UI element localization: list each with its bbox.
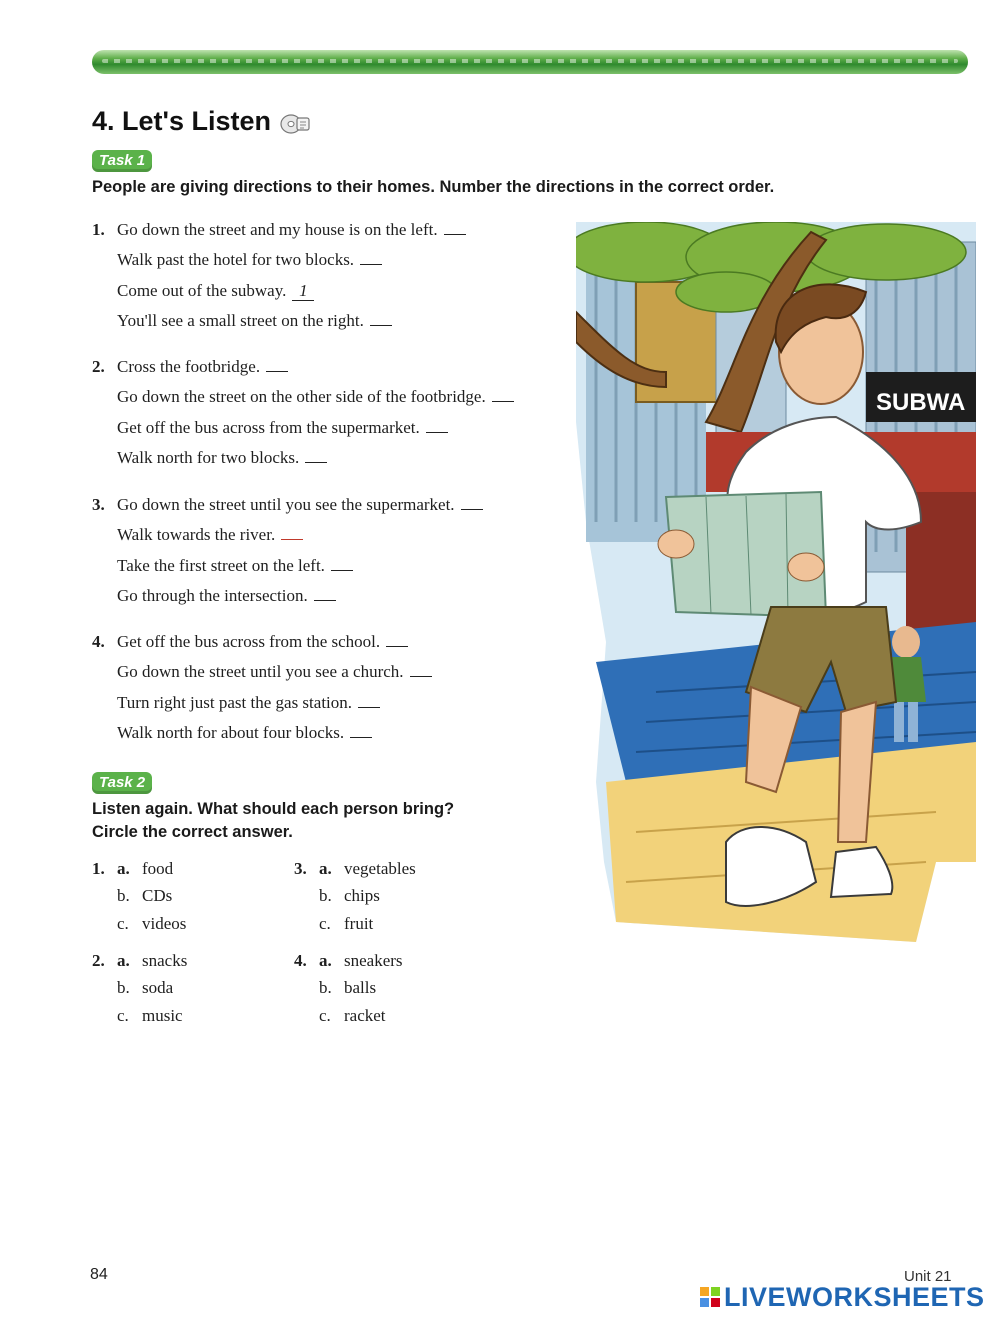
task2-badge: Task 2 bbox=[92, 772, 152, 794]
direction-line bbox=[92, 627, 612, 657]
group-number: 2. bbox=[92, 357, 105, 376]
direction-text bbox=[117, 551, 353, 581]
direction-text-content: Get off the bus across from the school. bbox=[117, 632, 381, 651]
logo-blocks-icon bbox=[700, 1287, 720, 1307]
direction-text-content: Walk north for about four blocks. bbox=[117, 722, 345, 742]
direction-text bbox=[117, 490, 483, 520]
direction-text bbox=[117, 276, 314, 306]
answer-option[interactable] bbox=[92, 910, 292, 937]
direction-text bbox=[117, 245, 382, 275]
boy-with-map-illustration bbox=[576, 222, 976, 947]
option-letter: c. bbox=[319, 1005, 331, 1025]
answer-blank[interactable] bbox=[360, 264, 382, 265]
direction-text bbox=[117, 413, 448, 443]
direction-group bbox=[92, 352, 612, 473]
option-letter: b. bbox=[319, 978, 332, 998]
group-number: 4. bbox=[92, 632, 105, 651]
direction-line bbox=[92, 581, 612, 611]
task1-badge: Task 1 bbox=[92, 150, 152, 172]
group-number: 1. bbox=[92, 220, 105, 239]
answer-blank[interactable] bbox=[358, 707, 380, 708]
direction-group bbox=[92, 490, 612, 611]
direction-line bbox=[92, 352, 612, 382]
option-letter: a. bbox=[117, 859, 130, 878]
answer-blank[interactable] bbox=[492, 401, 514, 402]
direction-line bbox=[92, 551, 612, 581]
question-block bbox=[92, 947, 292, 1029]
option-text: fruit bbox=[344, 913, 374, 933]
option-text: vegetables bbox=[344, 859, 416, 878]
direction-text bbox=[117, 443, 327, 473]
direction-line bbox=[92, 245, 612, 275]
answer-blank[interactable] bbox=[266, 371, 288, 372]
task2-instruction-line1: Listen again. What should each person bring? bbox=[92, 800, 455, 818]
answer-blank[interactable] bbox=[370, 325, 392, 326]
answer-option[interactable] bbox=[294, 882, 494, 909]
direction-text-content: Walk towards the river. bbox=[117, 525, 276, 545]
section-title bbox=[92, 106, 311, 137]
section-title-text: 4. Let's Listen bbox=[92, 106, 271, 136]
direction-text-content: Turn right just past the gas station. bbox=[117, 692, 353, 712]
answer-blank[interactable] bbox=[410, 676, 432, 677]
direction-text-content: Walk past the hotel for two blocks. bbox=[117, 250, 355, 270]
direction-line bbox=[92, 443, 612, 473]
answer-option[interactable] bbox=[92, 947, 292, 974]
answer-blank[interactable] bbox=[444, 234, 466, 235]
direction-text bbox=[117, 581, 336, 611]
option-text: snacks bbox=[142, 951, 188, 970]
direction-line bbox=[92, 520, 612, 550]
answer-option[interactable] bbox=[294, 855, 494, 882]
direction-text-content: Walk north for two blocks. bbox=[117, 447, 300, 467]
answer-option[interactable] bbox=[294, 947, 494, 974]
option-text: sneakers bbox=[344, 951, 403, 970]
answer-blank[interactable] bbox=[386, 646, 408, 647]
answer-option[interactable] bbox=[92, 1002, 292, 1029]
direction-text bbox=[117, 688, 380, 718]
option-letter: c. bbox=[319, 913, 331, 933]
direction-text bbox=[117, 718, 372, 748]
direction-text bbox=[117, 306, 392, 336]
direction-line bbox=[92, 306, 612, 336]
option-text: videos bbox=[142, 913, 187, 933]
answer-option[interactable] bbox=[92, 855, 292, 882]
answer-blank[interactable] bbox=[461, 509, 483, 510]
direction-group bbox=[92, 627, 612, 748]
subway-sign: SUBWA bbox=[876, 389, 966, 416]
direction-text-content: You'll see a small street on the right. bbox=[117, 310, 364, 330]
direction-text-content: Go down the street until you see a church. bbox=[117, 662, 404, 682]
answer-blank[interactable] bbox=[281, 539, 303, 540]
task2-exercise bbox=[92, 855, 542, 1035]
direction-text bbox=[117, 657, 432, 687]
question-number: 2. bbox=[92, 951, 105, 970]
direction-line bbox=[92, 688, 612, 718]
answer-blank[interactable] bbox=[305, 462, 327, 463]
option-letter: c. bbox=[117, 1005, 129, 1025]
answer-option[interactable] bbox=[294, 910, 494, 937]
direction-text-content: Come out of the subway. bbox=[117, 280, 287, 300]
direction-line bbox=[92, 718, 612, 748]
option-letter: a. bbox=[319, 859, 332, 878]
answer-blank[interactable] bbox=[350, 737, 372, 738]
direction-line bbox=[92, 413, 612, 443]
option-letter: b. bbox=[319, 886, 332, 906]
direction-text bbox=[117, 382, 514, 412]
logo-text: LIVEWORKSHEETS bbox=[724, 1281, 985, 1312]
option-letter: b. bbox=[117, 886, 130, 906]
option-text: music bbox=[142, 1005, 183, 1025]
question-number: 3. bbox=[294, 859, 307, 878]
direction-text-content: Go through the intersection. bbox=[117, 585, 308, 605]
answer-blank[interactable] bbox=[314, 600, 336, 601]
option-letter: b. bbox=[117, 978, 130, 998]
question-block bbox=[294, 947, 494, 1029]
answer-blank[interactable] bbox=[426, 432, 448, 433]
question-block bbox=[92, 855, 292, 937]
group-number: 3. bbox=[92, 495, 105, 514]
direction-text bbox=[117, 520, 303, 550]
answer-option[interactable] bbox=[294, 974, 494, 1001]
direction-text-content: Go down the street and my house is on the left. bbox=[117, 220, 438, 239]
direction-line bbox=[92, 276, 612, 306]
answer-option[interactable] bbox=[92, 974, 292, 1001]
task2-instruction-line2: Circle the correct answer. bbox=[92, 823, 293, 841]
page-number: 84 bbox=[90, 1266, 108, 1283]
answer-blank[interactable] bbox=[331, 570, 353, 571]
task1-instruction: People are giving directions to their homes. Number the directions in the correct order. bbox=[92, 178, 775, 196]
option-text: soda bbox=[142, 978, 174, 998]
direction-line bbox=[92, 657, 612, 687]
option-text: CDs bbox=[142, 886, 173, 906]
unit-label: Unit 21 bbox=[904, 1268, 952, 1285]
option-letter: a. bbox=[319, 951, 332, 970]
direction-text-content: Get off the bus across from the supermarket. bbox=[117, 417, 420, 437]
option-text: balls bbox=[344, 978, 377, 998]
direction-text-content: Take the first street on the left. bbox=[117, 555, 325, 575]
direction-text bbox=[117, 352, 288, 382]
direction-text bbox=[117, 215, 466, 245]
direction-text-content: Go down the street on the other side of the footbridge. bbox=[117, 387, 486, 407]
option-letter: c. bbox=[117, 913, 129, 933]
question-number: 4. bbox=[294, 951, 307, 970]
direction-text-content: Cross the footbridge. bbox=[117, 357, 261, 376]
answer-option[interactable] bbox=[92, 882, 292, 909]
option-text: racket bbox=[344, 1005, 386, 1025]
direction-line bbox=[92, 215, 612, 245]
direction-group bbox=[92, 215, 612, 336]
direction-line bbox=[92, 382, 612, 412]
option-text: chips bbox=[344, 886, 380, 906]
option-letter: a. bbox=[117, 951, 130, 970]
direction-text-content: Go down the street until you see the supermarket. bbox=[117, 495, 455, 514]
answer-option[interactable] bbox=[294, 1002, 494, 1029]
direction-text bbox=[117, 627, 408, 657]
header-decorative-band bbox=[92, 50, 968, 74]
direction-line bbox=[92, 490, 612, 520]
answer-blank[interactable]: 1 bbox=[292, 282, 314, 301]
option-text: food bbox=[142, 859, 174, 878]
liveworksheets-logo[interactable] bbox=[700, 1282, 985, 1312]
question-number: 1. bbox=[92, 859, 105, 878]
cd-audio-icon[interactable] bbox=[279, 111, 311, 133]
question-block bbox=[294, 855, 494, 937]
